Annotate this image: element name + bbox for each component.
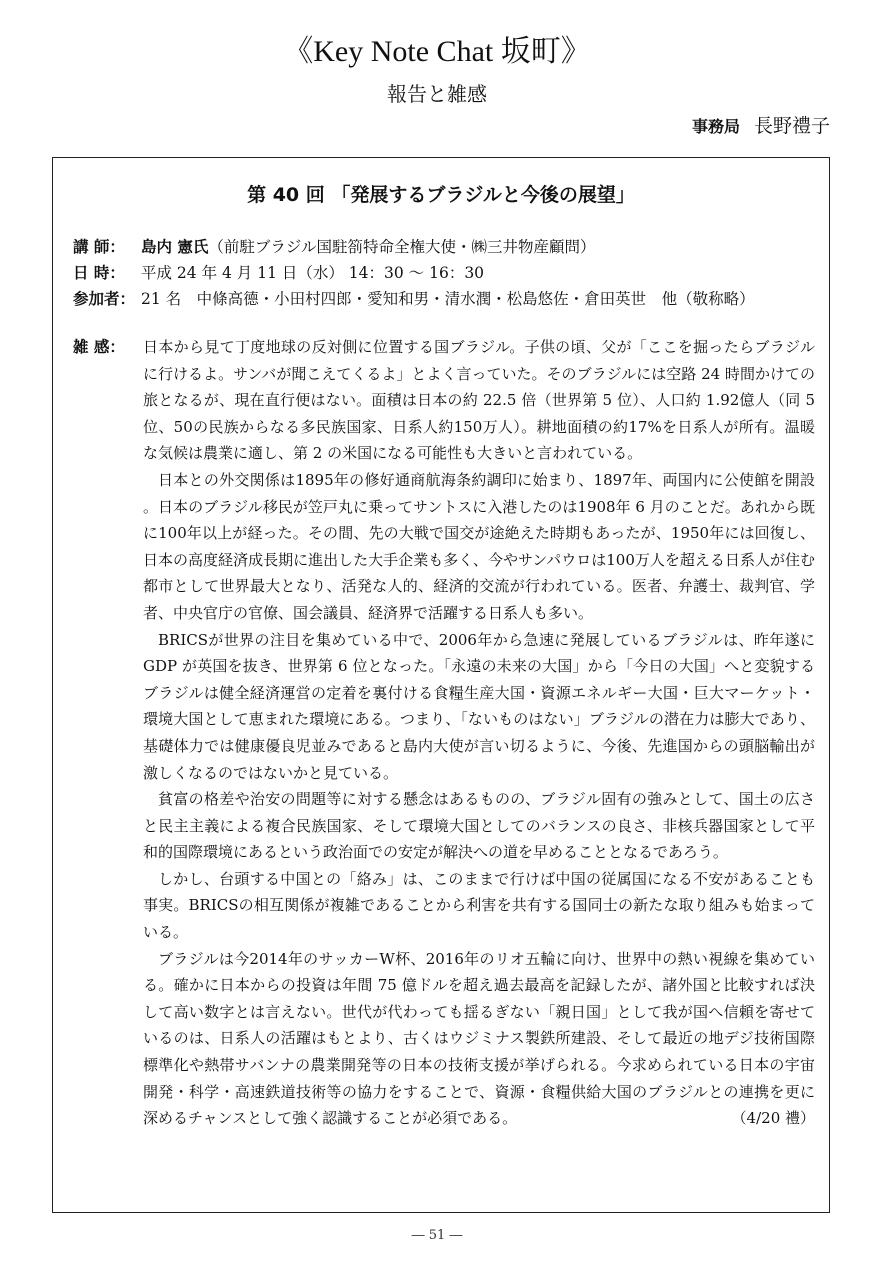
notes-paragraph-text: ブラジルは今2014年のサッカーW杯、2016年のリオ五輪に向け、世界中の熱い視線を集めている。確かに日本からの投資は年間 75 億ドルを超え過去最高を記録したが、諸外国と比較すれば決して高い数字とは言えない。世代が代わっても揺るぎない「親日国」として我が国へ信頼を寄せているのは、日系人の活躍はもとより、古くはウジミナス製鉄所建設、そして最近の地デジ技術国際標準化や熱帯サバンナの農業開発等の日本の技術支援が挙げられる。今求められている日本の宇宙開発・科学・高速鉄道技術等の協力をすることで、資源・食糧供給大国のブラジルとの連携を更に深めるチャンスとして強く認識することが必須である。: [143, 949, 815, 1128]
document-subtitle: 報告と雑感: [387, 82, 487, 106]
office-role: 事務局: [691, 117, 740, 136]
attendees-label: 参加者：: [73, 290, 136, 308]
attendees-value: 21 名 中條高德・小田村四郎・愛知和男・清水潤・松島悠佐・倉田英世 他（敬称略）: [141, 290, 755, 308]
lecturer-label: 講 師：: [73, 238, 125, 256]
report-heading: 第 40 回 「発展するブラジルと今後の展望」: [247, 184, 635, 206]
lecturer-name: 島内 憲氏: [141, 238, 209, 256]
signature: （4/20 禮）: [731, 1109, 815, 1128]
date-label: 日 時：: [73, 264, 125, 282]
report-box: [52, 157, 830, 1213]
notes-paragraph: 貧富の格差や治安の問題等に対する懸念はあるものの、ブラジル固有の強みとして、国土の広さと民主主義による複合民族国家、そして環境大国としてのバランスの良さ、非核兵器国家として平和的国際環境にあるという政治面での安定が解決への道を早めることとなるであろう。: [143, 790, 815, 862]
notes-paragraph: 日本から見て丁度地球の反対側に位置する国ブラジル。子供の頃、父が「ここを掘ったらブラジルに行けるよ。サンバが聞こえてくるよ」とよく言っていた。そのブラジルには空路 24 時間かけての旅となるが、現在直行便はない。面積は日本の約 22.5 倍（世界第 5 位）、人口約 1.92億人（同 5 位、50の民族からなる多民族国家、日系人約150万人）。耕地面積の約17%を日系人が所有。温暖な気候は農業に適し、第 2 の米国になる可能性も大きいと言われている。: [143, 338, 815, 463]
office-name: 長野禮子: [753, 115, 830, 137]
notes-paragraph: [143, 946, 815, 1132]
notes-paragraph: 日本との外交関係は1895年の修好通商航海条約調印に始まり、1897年、両国内に公使館を開設。日本のブラジル移民が笠戸丸に乗ってサントスに入港したのは1908年 6 月のことだ。あれから既に100年以上が経った。その間、先の大戦で国交が途絶えた時期もあったが、1950年には回復し、日本の高度経済成長期に進出した大手企業も多く、今やサンパウロは100万人を超える日系人が住む都市として世界最大となり、活発な人的、経済的交流が行われている。医者、弁護士、裁判官、学者、中央官庁の官僚、国会議員、経済界で活躍する日系人も多い。: [143, 470, 815, 622]
lecturer-title: （前駐ブラジル国駐箚特命全権大使・㈱三井物産顧問）: [208, 238, 596, 256]
event-info: [73, 234, 818, 312]
date-value: 平成 24 年 4 月 11 日（水） 14：30 ～ 16：30: [141, 264, 485, 282]
notes-body: [143, 334, 815, 1132]
lecturer-row: [73, 234, 818, 260]
attendees-row: [73, 286, 818, 312]
notes-label: 雑 感：: [73, 338, 125, 356]
document-title: 《Key Note Chat 坂町》: [283, 35, 591, 68]
office-credit: [692, 112, 830, 141]
notes-paragraph: しかし、台頭する中国との「絡み」は、このままで行けば中国の従属国になる不安があることも事実。BRICSの相互関係が複雑であることから利害を共有する国同士の新たな取り組みも始まっている。: [143, 869, 815, 942]
notes-paragraph: BRICSが世界の注目を集めている中で、2006年から急速に発展しているブラジルは、昨年遂に GDP が英国を抜き、世界第 6 位となった。「永遠の未来の大国」から「今日の大国」へと変貌するブラジルは健全経済運営の定着を裏付ける食糧生産大国・資源エネルギー大国・巨大マーケット・環境大国として恵まれた環境にある。つまり、「ないものはない」ブラジルの潜在力は膨大であり、基礎体力では健康優良児並みであると島内大使が言い切るように、今後、先進国からの頭脳輸出が激しくなるのではないかと見ている。: [143, 630, 815, 782]
page-number: ― 51 ―: [411, 1228, 463, 1243]
date-row: [73, 260, 818, 286]
